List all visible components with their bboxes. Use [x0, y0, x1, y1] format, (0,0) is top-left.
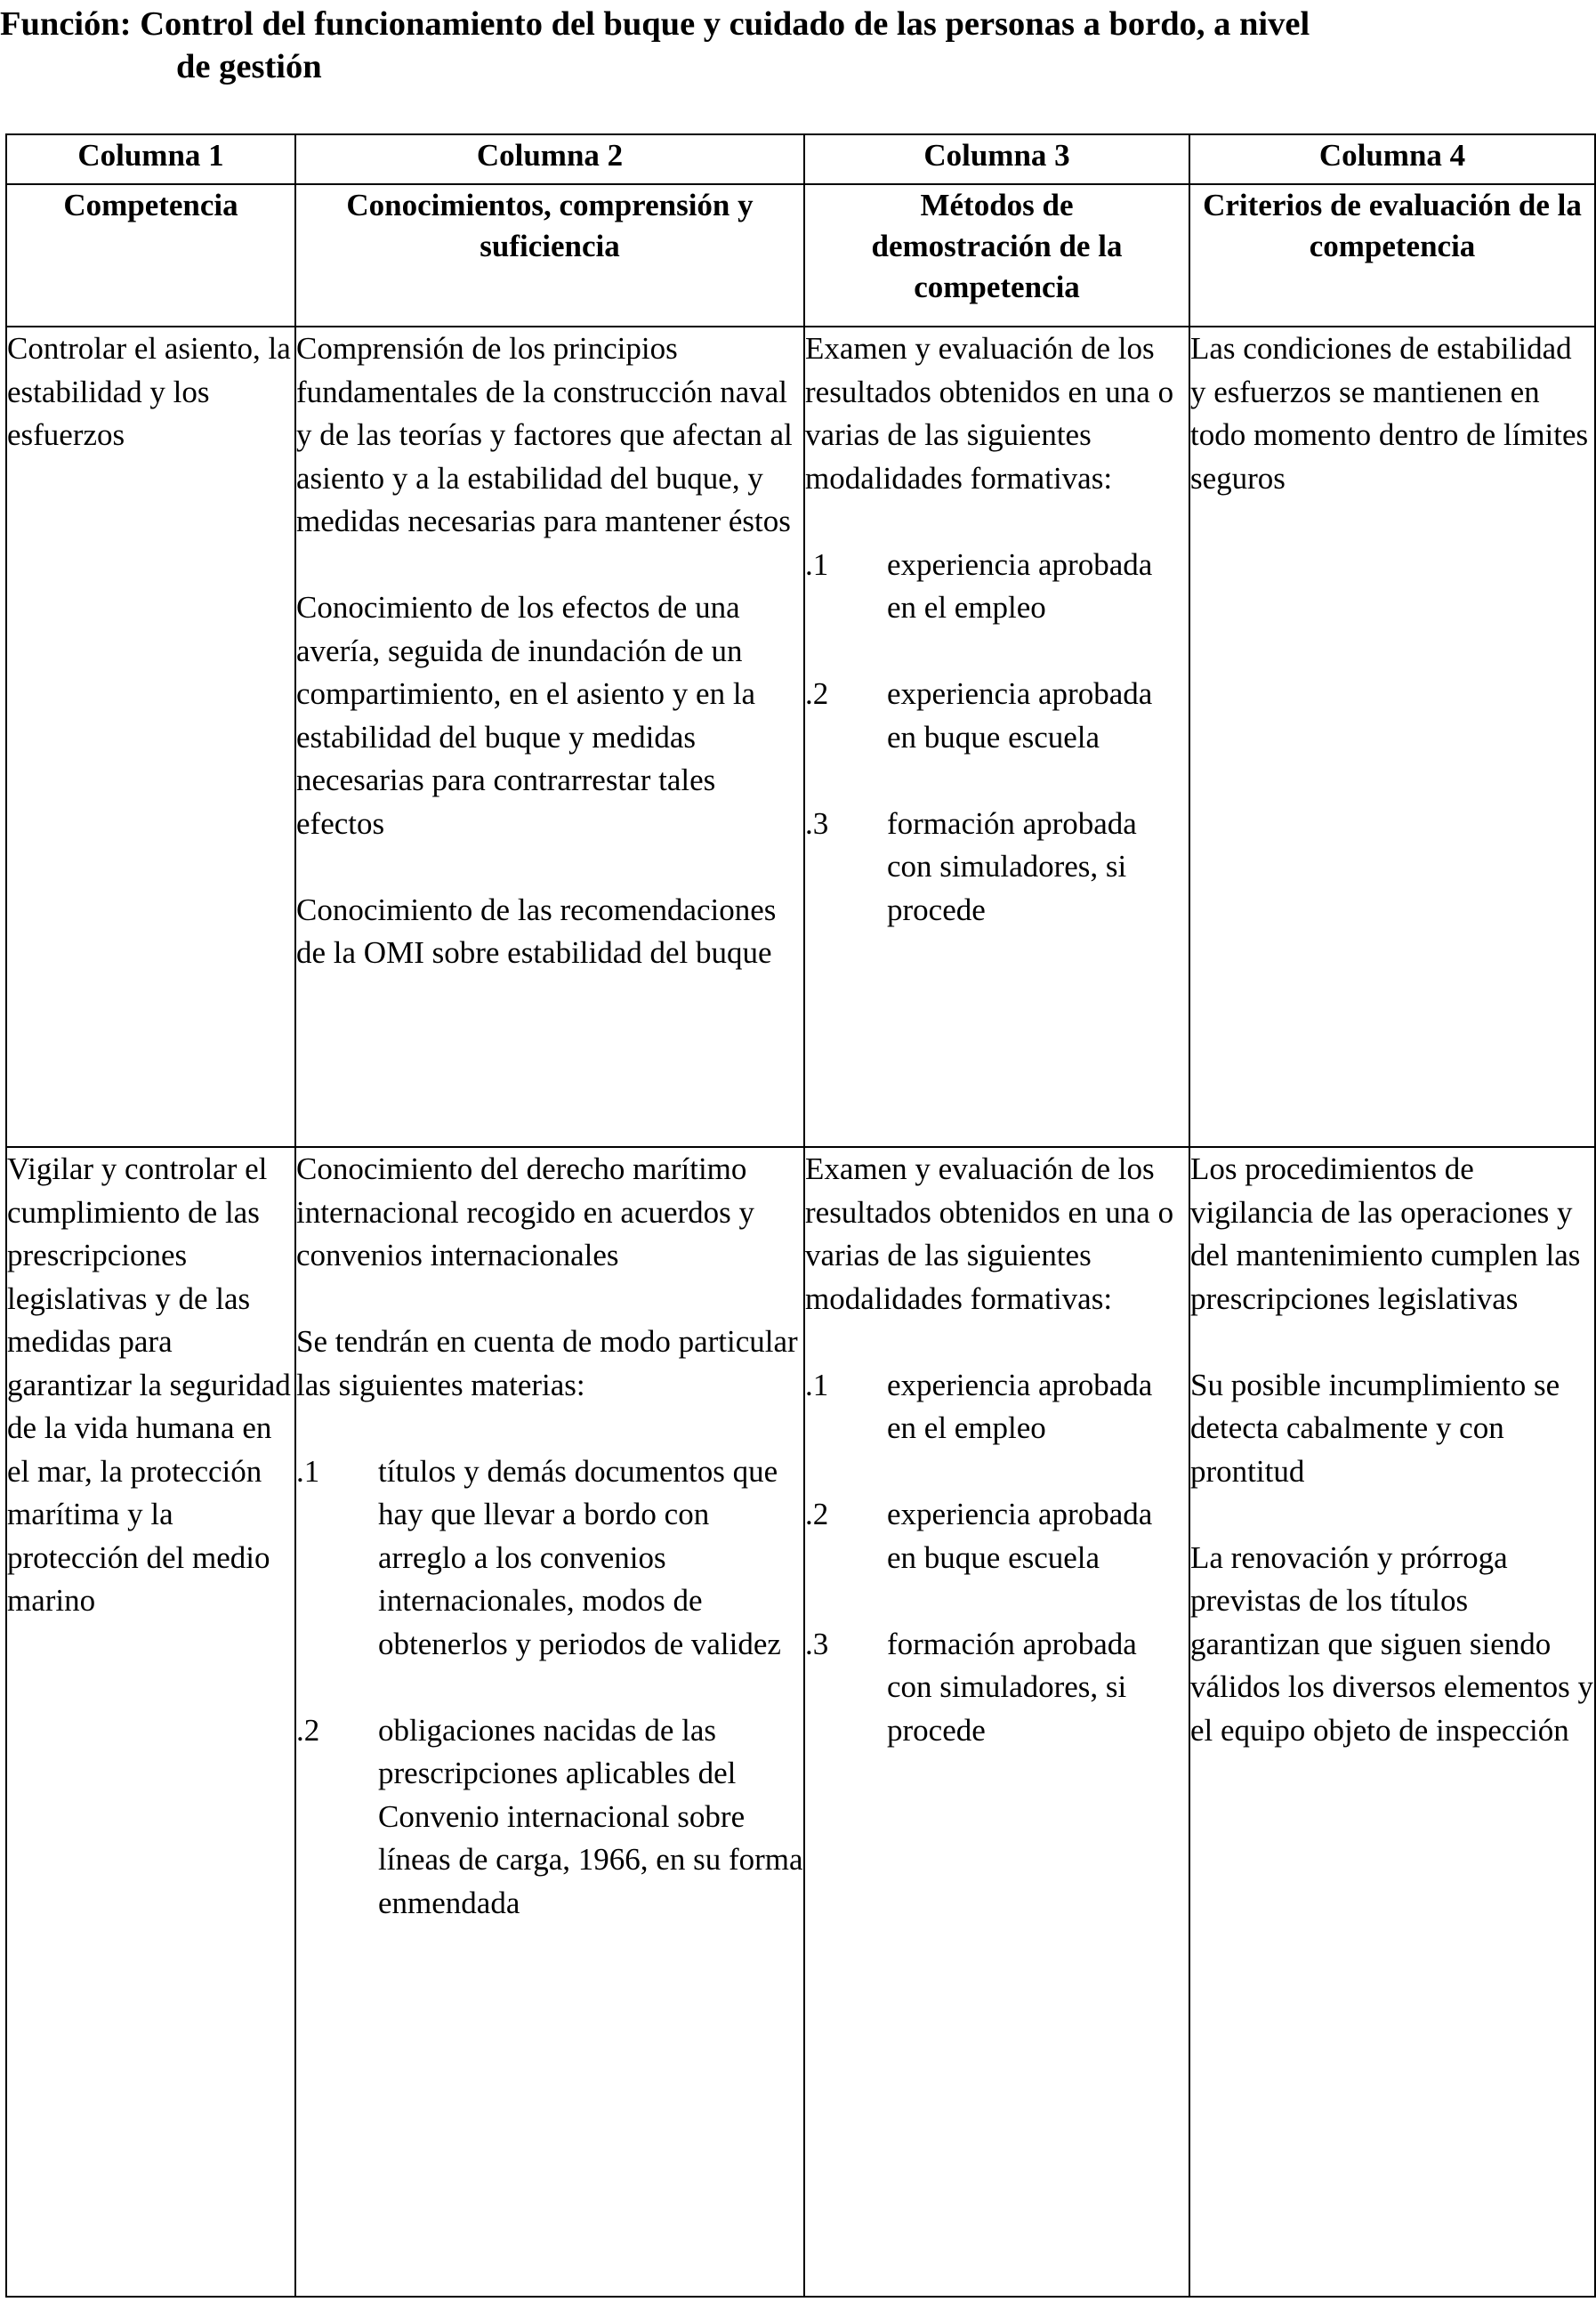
- list-item: [296, 1450, 803, 1667]
- metodos-cell: [804, 1147, 1189, 2297]
- function-heading-line-1: Función: Control del funcionamiento del buque y cuidado de las personas a bordo, a nivel: [0, 5, 1310, 43]
- conocimientos-paragraph: Conocimiento de los efectos de una avería, seguida de inundación de un compartimiento, en el asiento y en la estabilidad del buque y medidas necesarias para contrarrestar tales efectos: [296, 590, 756, 841]
- criterios-cell: [1189, 327, 1595, 1147]
- criterios-cell: [1189, 1147, 1595, 2297]
- conocimientos-cell: [295, 327, 804, 1147]
- table-row: [6, 327, 1595, 1147]
- competencia-cell: [6, 1147, 295, 2297]
- column-2-title: Conocimientos, comprensión y suficiencia: [295, 184, 804, 327]
- list-item: [805, 1493, 1189, 1579]
- conocimientos-paragraph: Conocimiento del derecho marítimo internacional recogido en acuerdos y convenios internacionales: [296, 1151, 755, 1272]
- list-item-text: obligaciones nacidas de las prescripciones aplicables del Convenio internacional sobre líneas de carga, 1966, en su forma enmendada: [378, 1712, 803, 1920]
- list-item-number: .1: [805, 1367, 829, 1402]
- list-item: [805, 673, 1189, 759]
- list-item: [805, 1364, 1189, 1450]
- list-item-text: formación aprobada con simuladores, si procede: [887, 1626, 1137, 1748]
- column-3-title: Métodos de demostración de la competencia: [804, 184, 1189, 327]
- column-title-row: [6, 184, 1595, 327]
- list-item-text: experiencia aprobada en el empleo: [887, 1367, 1153, 1445]
- list-item-text: formación aprobada con simuladores, si procede: [887, 805, 1137, 927]
- column-3-label: Columna 3: [804, 134, 1189, 184]
- column-number-row: [6, 134, 1595, 184]
- metodos-intro: Examen y evaluación de los resultados obtenidos en una o varias de las siguientes modalidades formativas:: [805, 331, 1174, 496]
- criterios-paragraph: Los procedimientos de vigilancia de las operaciones y del mantenimiento cumplen las prescripciones legislativas: [1190, 1151, 1581, 1316]
- list-item-number: .2: [296, 1712, 320, 1748]
- criterios-paragraph: La renovación y prórroga previstas de los títulos garantizan que siguen siendo válidos los diversos elementos y el equipo objeto de inspección: [1190, 1539, 1594, 1748]
- criterios-paragraph: Las condiciones de estabilidad y esfuerzos se mantienen en todo momento dentro de límites seguros: [1190, 331, 1589, 496]
- competencia-text: Controlar el asiento, la estabilidad y los esfuerzos: [7, 331, 291, 452]
- criterios-paragraph: Su posible incumplimiento se detecta cabalmente y con prontitud: [1190, 1367, 1560, 1489]
- list-item: [805, 544, 1189, 630]
- column-1-title: Competencia: [6, 184, 295, 327]
- competencia-text: Vigilar y controlar el cumplimiento de las prescripciones legislativas y de las medidas para garantizar la seguridad de la vida humana en el mar, la protección marítima y la protección del medio marino: [7, 1151, 291, 1618]
- table-row: [6, 1147, 1595, 2297]
- competencia-cell: [6, 327, 295, 1147]
- metodos-cell: [804, 327, 1189, 1147]
- function-heading-line-2: de gestión: [176, 48, 322, 85]
- list-item-number: .2: [805, 676, 829, 711]
- list-item: [296, 1709, 803, 1926]
- competence-table: [5, 133, 1596, 2298]
- column-4-label: Columna 4: [1189, 134, 1595, 184]
- list-item: [805, 1623, 1189, 1753]
- list-item-number: .3: [805, 805, 829, 841]
- column-4-title: Criterios de evaluación de la competencia: [1189, 184, 1595, 327]
- list-item-text: títulos y demás documentos que hay que llevar a bordo con arreglo a los convenios internacionales, modos de obtenerlos y periodos de validez: [378, 1453, 781, 1661]
- conocimientos-paragraph: Conocimiento de las recomendaciones de la OMI sobre estabilidad del buque: [296, 892, 777, 970]
- list-item-text: experiencia aprobada en el empleo: [887, 546, 1153, 625]
- list-item-number: .3: [805, 1626, 829, 1661]
- column-1-label: Columna 1: [6, 134, 295, 184]
- list-item: [805, 803, 1189, 933]
- column-2-label: Columna 2: [295, 134, 804, 184]
- conocimientos-paragraph: Comprensión de los principios fundamentales de la construcción naval y de las teorías y factores que afectan al asiento y a la estabilidad del buque, y medidas necesarias para mantener éstos: [296, 331, 793, 538]
- list-item-text: experiencia aprobada en buque escuela: [887, 676, 1153, 755]
- list-item-number: .2: [805, 1497, 829, 1531]
- conocimientos-cell: [295, 1147, 804, 2297]
- metodos-intro: Examen y evaluación de los resultados obtenidos en una o varias de las siguientes modalidades formativas:: [805, 1151, 1174, 1316]
- list-item-number: .1: [805, 546, 829, 582]
- list-item-text: experiencia aprobada en buque escuela: [887, 1497, 1153, 1575]
- list-item-number: .1: [296, 1453, 320, 1489]
- conocimientos-paragraph: Se tendrán en cuenta de modo particular las siguientes materias:: [296, 1324, 798, 1402]
